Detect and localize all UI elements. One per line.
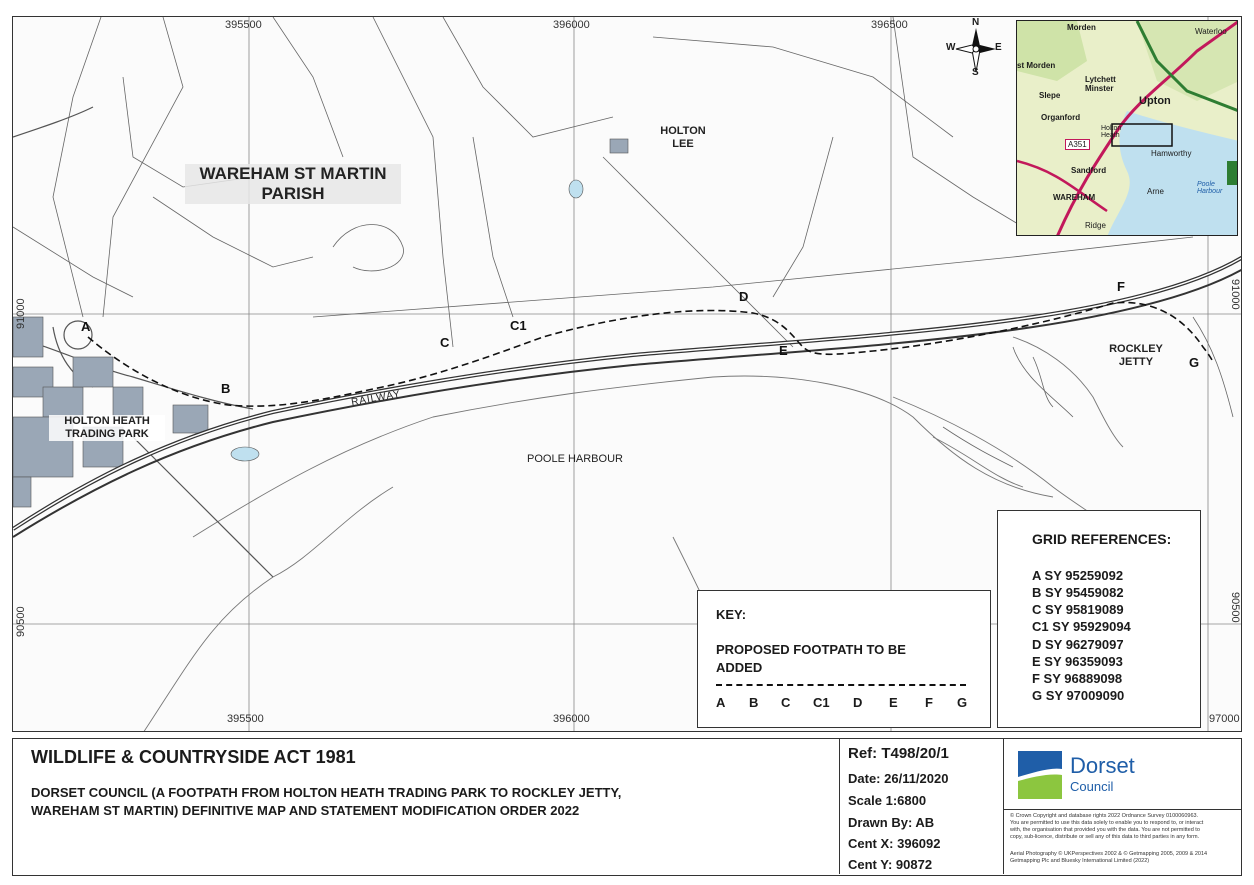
scale-value: Scale 1:6800 [848, 793, 927, 808]
easting-bottom-1: 395500 [227, 713, 264, 725]
point-c[interactable]: C [440, 335, 450, 350]
date-value: Date: 26/11/2020 [848, 771, 949, 786]
inset-ridge: Ridge [1085, 221, 1106, 230]
dorset-logo-icon [1014, 747, 1066, 803]
logo-panel [1003, 739, 1242, 874]
inset-a351: A351 [1065, 139, 1090, 150]
copyright-line5: Aerial Photography © UKPerspectives 2002 & © Getmapping 2005, 2009 & 2014 [1010, 851, 1208, 857]
easting-label-2: 396000 [553, 19, 590, 31]
inset-upton: Upton [1139, 95, 1171, 107]
copyright-line3: with, the organisation that provided you with the data. You are not permitted to [1010, 827, 1200, 833]
key-pt-c: C [781, 695, 791, 710]
key-title: KEY: [716, 607, 747, 622]
grid-ref-row: A SY 95259092 [1032, 568, 1124, 583]
inset-lytchett: Lytchett Minster [1085, 75, 1116, 93]
creeks [943, 317, 1233, 467]
reference-panel [839, 739, 1004, 874]
inset-map-graphic [1017, 21, 1238, 236]
easting-bottom-3: 97000 [1209, 713, 1240, 725]
act-title: WILDLIFE & COUNTRYSIDE ACT 1981 [31, 747, 356, 767]
inset-holton-heath: Holton Heath [1101, 125, 1122, 139]
copyright-line4: copy, sub-licence, distribute or sell any of this data to third parties in any form. [1010, 834, 1200, 840]
key-pt-d: D [853, 695, 863, 710]
compass-rose-icon [946, 17, 1002, 78]
holton-lee-label: HOLTON LEE [660, 125, 706, 150]
copyright-line1: © Crown Copyright and database rights 2022 Ordnance Survey 0100060963. [1010, 813, 1199, 819]
inset-arne: Arne [1147, 187, 1164, 196]
northing-right-2: 90500 [1229, 592, 1241, 623]
compass-w: W [946, 42, 956, 53]
inset-st-morden: st Morden [1017, 61, 1056, 70]
inset-poole-harbour: Poole Harbour [1197, 181, 1223, 195]
poole-harbour-label: POOLE HARBOUR [527, 453, 623, 465]
point-a[interactable]: A [81, 319, 91, 334]
key-pt-f: F [925, 695, 933, 710]
compass-n: N [972, 17, 980, 28]
key-desc-line1: PROPOSED FOOTPATH TO BE [716, 642, 906, 657]
key-pt-c1: C1 [813, 695, 830, 710]
key-pt-g: G [957, 695, 968, 710]
dorset-council-logo [1004, 739, 1242, 810]
grid-refs-title: GRID REFERENCES: [1032, 531, 1172, 547]
compass-s: S [972, 67, 979, 78]
northing-left-1: 91000 [15, 298, 27, 329]
inset-organford: Organford [1041, 113, 1081, 122]
grid-ref-row: E SY 96359093 [1032, 654, 1123, 669]
grid-ref-row: C SY 95819089 [1032, 602, 1124, 617]
grid-ref-row: F SY 96889098 [1032, 671, 1123, 686]
easting-bottom-2: 396000 [553, 713, 590, 725]
rockley-jetty-label: ROCKLEY JETTY [1109, 343, 1163, 368]
railway-label: RAILWAY [350, 388, 402, 409]
order-title-line1: DORSET COUNCIL (A FOOTPATH FROM HOLTON HEATH TRADING PARK TO ROCKLEY JETTY, [31, 785, 622, 800]
cent-y-value: Cent Y: 90872 [848, 857, 933, 872]
key-dashed-line [716, 684, 966, 686]
order-title-line2: WAREHAM ST MARTIN) DEFINITIVE MAP AND STATEMENT MODIFICATION ORDER 2022 [31, 803, 580, 818]
compass-e: E [995, 42, 1002, 53]
easting-label-3: 396500 [871, 19, 908, 31]
copyright-line2: You are permitted to use this data solely to enable you to respond to, or interact [1010, 820, 1204, 826]
inset-waterloo: Waterloo [1195, 27, 1227, 36]
grid-ref-row: D SY 96279097 [1032, 637, 1124, 652]
inset-morden: Morden [1067, 23, 1096, 32]
cent-x-value: Cent X: 396092 [848, 836, 941, 851]
inset-hamworthy: Hamworthy [1151, 149, 1192, 158]
railway-track [13, 257, 1242, 537]
map-key [697, 590, 991, 728]
key-pt-b: B [749, 695, 759, 710]
northing-left-2: 90500 [15, 606, 27, 637]
easting-label-1: 395500 [225, 19, 262, 31]
inset-sandford: Sandford [1071, 166, 1107, 175]
copyright-line6: Getmapping Plc and Bluesky International Limited (2022) [1010, 858, 1150, 864]
title-block [12, 738, 1242, 876]
northing-right-1: 91000 [1229, 279, 1241, 310]
logo-dorset-text: Dorset [1070, 753, 1135, 778]
point-d[interactable]: D [739, 289, 749, 304]
drawn-by-value: Drawn By: AB [848, 815, 935, 830]
grid-ref-row: B SY 95459082 [1032, 585, 1124, 600]
trading-park-label: HOLTON HEATH TRADING PARK [49, 415, 165, 441]
point-b[interactable]: B [221, 381, 231, 396]
ref-number: Ref: T498/20/1 [848, 745, 949, 762]
parish-label: WAREHAM ST MARTIN PARISH [185, 164, 401, 204]
inset-wareham: WAREHAM [1053, 193, 1096, 202]
point-c1[interactable]: C1 [510, 318, 527, 333]
key-desc-line2: ADDED [716, 660, 763, 675]
grid-references-box [997, 510, 1201, 728]
point-g[interactable]: G [1189, 355, 1200, 370]
grid-ref-row: G SY 97009090 [1032, 688, 1125, 703]
inset-location-map[interactable] [1016, 20, 1238, 236]
point-e[interactable]: E [779, 343, 788, 358]
point-f[interactable]: F [1117, 279, 1125, 294]
key-pt-a: A [716, 695, 726, 710]
key-pt-e: E [889, 695, 898, 710]
inset-slepe: Slepe [1039, 91, 1061, 100]
logo-council-text: Council [1070, 779, 1114, 794]
grid-ref-row: C1 SY 95929094 [1032, 619, 1131, 634]
